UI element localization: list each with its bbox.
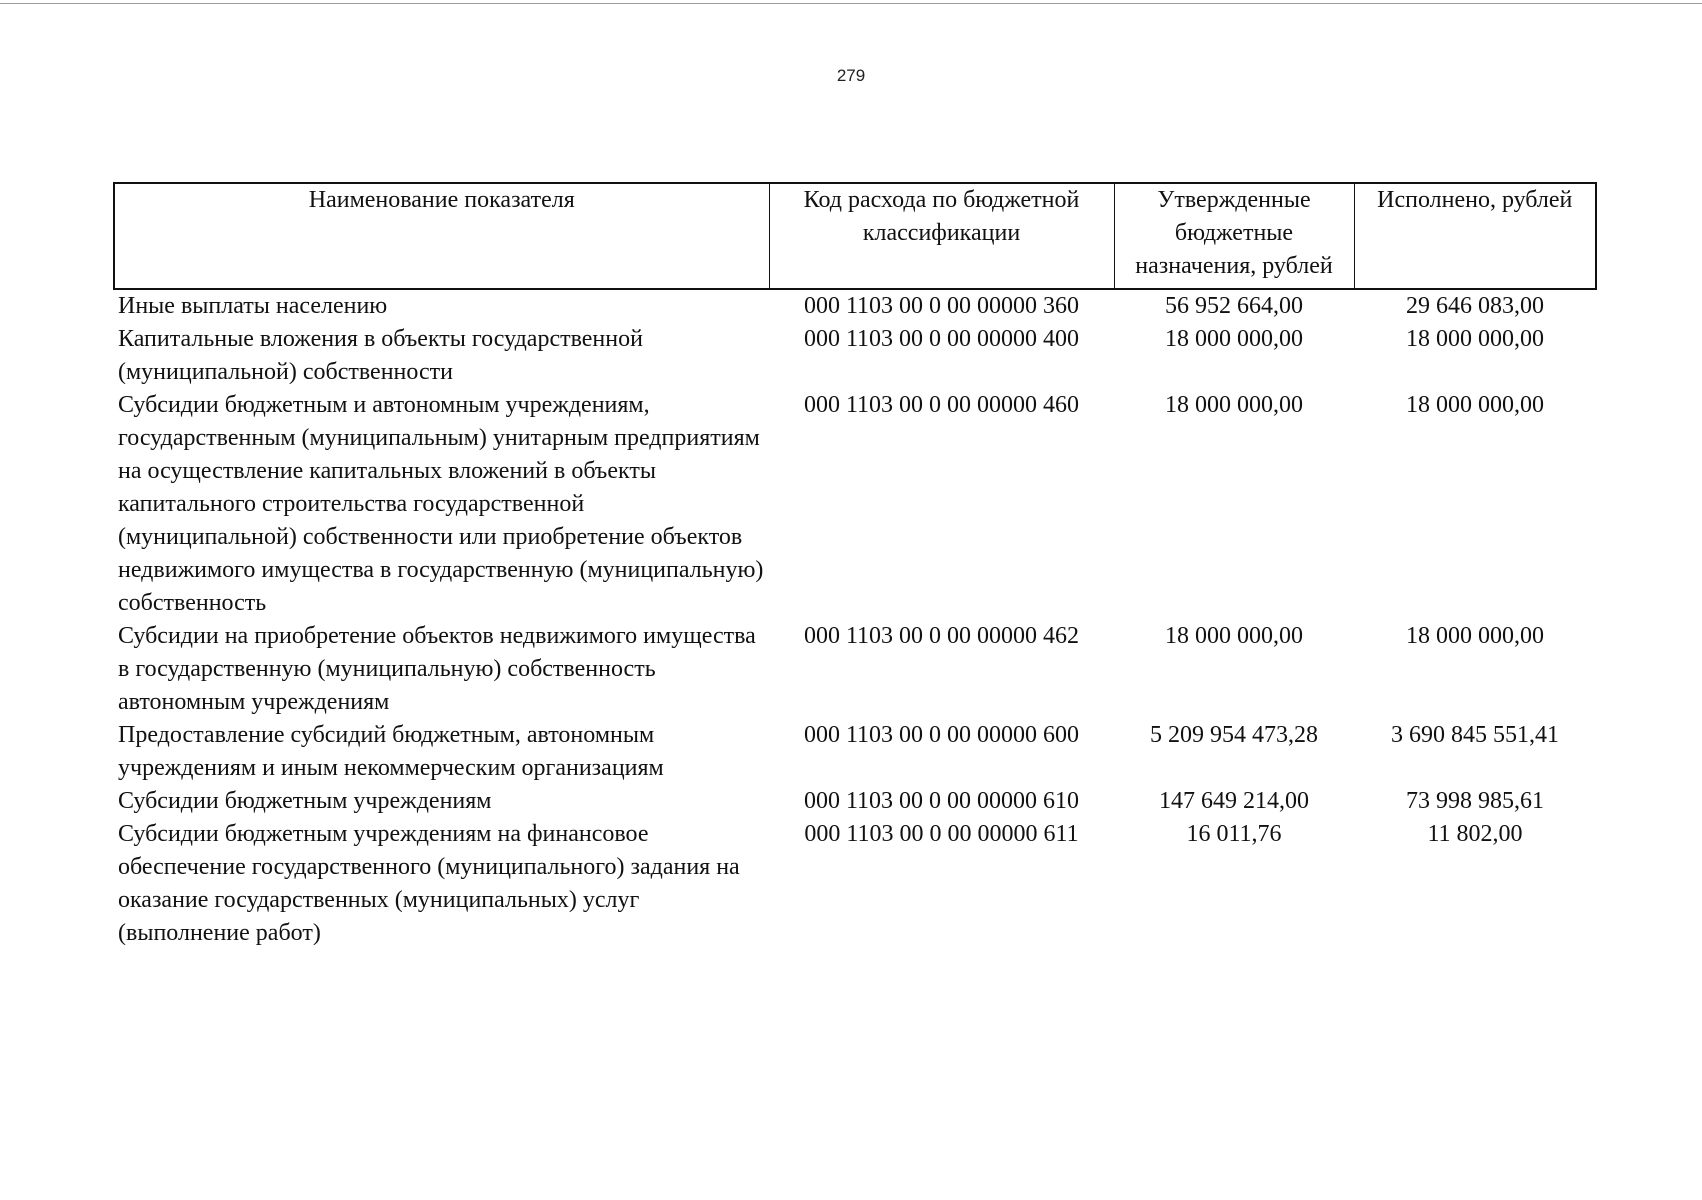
row-approved: 16 011,76 <box>1186 821 1282 847</box>
row-name: Капитальные вложения в объекты государственной (муниципальной) собственности <box>118 326 643 385</box>
row-executed: 18 000 000,00 <box>1406 326 1544 352</box>
budget-execution-table <box>113 182 1597 950</box>
row-approved: 147 649 214,00 <box>1159 788 1309 814</box>
row-name: Иные выплаты населению <box>118 293 388 319</box>
row-code: 000 1103 00 0 00 00000 460 <box>803 392 1080 418</box>
row-name: Субсидии бюджетным учреждениям на финансовое обеспечение государственного (муниципального) задания на оказание государственных (муниципальных) услуг (выполнение работ) <box>118 821 740 946</box>
row-approved: 18 000 000,00 <box>1165 623 1303 649</box>
row-executed: 73 998 985,61 <box>1406 788 1544 814</box>
row-executed: 11 802,00 <box>1427 821 1523 847</box>
row-code: 000 1103 00 0 00 00000 462 <box>803 623 1080 649</box>
scan-edge-line <box>0 3 1702 4</box>
table-row <box>114 818 1596 950</box>
row-executed: 18 000 000,00 <box>1406 623 1544 649</box>
row-executed: 29 646 083,00 <box>1406 293 1544 319</box>
table-row <box>114 719 1596 785</box>
row-approved: 56 952 664,00 <box>1165 293 1303 319</box>
table-row <box>114 323 1596 389</box>
row-name: Субсидии бюджетным учреждениям <box>118 788 492 814</box>
table-row <box>114 785 1596 818</box>
row-executed: 3 690 845 551,41 <box>1391 722 1559 748</box>
table-header <box>114 183 1596 289</box>
row-name: Предоставление субсидий бюджетным, автономным учреждениям и иным некоммерческим организациям <box>118 722 664 781</box>
row-approved: 18 000 000,00 <box>1165 392 1303 418</box>
row-name: Субсидии бюджетным и автономным учреждениям, государственным (муниципальным) унитарным предприятиям на осуществление капитальных вложений в объекты капитального строительства государственной (муниципальной) собственности или приобретение объектов недвижимого имущества в государственную (муниципальную) собственность <box>118 392 764 616</box>
row-name: Субсидии на приобретение объектов недвижимого имущества в государственную (муниципальную) собственность автономным учреждениям <box>118 623 756 715</box>
header-indicator-name: Наименование показателя <box>114 183 769 289</box>
table-body <box>114 289 1596 950</box>
row-code: 000 1103 00 0 00 00000 611 <box>804 821 1079 847</box>
header-approved: Утвержденные бюджетные назначения, рублей <box>1114 183 1354 289</box>
table-row <box>114 620 1596 719</box>
page-number: 279 <box>836 66 866 85</box>
row-code: 000 1103 00 0 00 00000 600 <box>803 722 1080 748</box>
row-approved: 5 209 954 473,28 <box>1150 722 1318 748</box>
table-row <box>114 289 1596 323</box>
header-executed: Исполнено, рублей <box>1354 183 1596 289</box>
row-approved: 18 000 000,00 <box>1165 326 1303 352</box>
table-row <box>114 389 1596 620</box>
row-code: 000 1103 00 0 00 00000 610 <box>803 788 1080 814</box>
row-executed: 18 000 000,00 <box>1406 392 1544 418</box>
row-code: 000 1103 00 0 00 00000 400 <box>803 326 1080 352</box>
row-code: 000 1103 00 0 00 00000 360 <box>803 293 1080 319</box>
header-expense-code: Код расхода по бюджетной классификации <box>769 183 1114 289</box>
